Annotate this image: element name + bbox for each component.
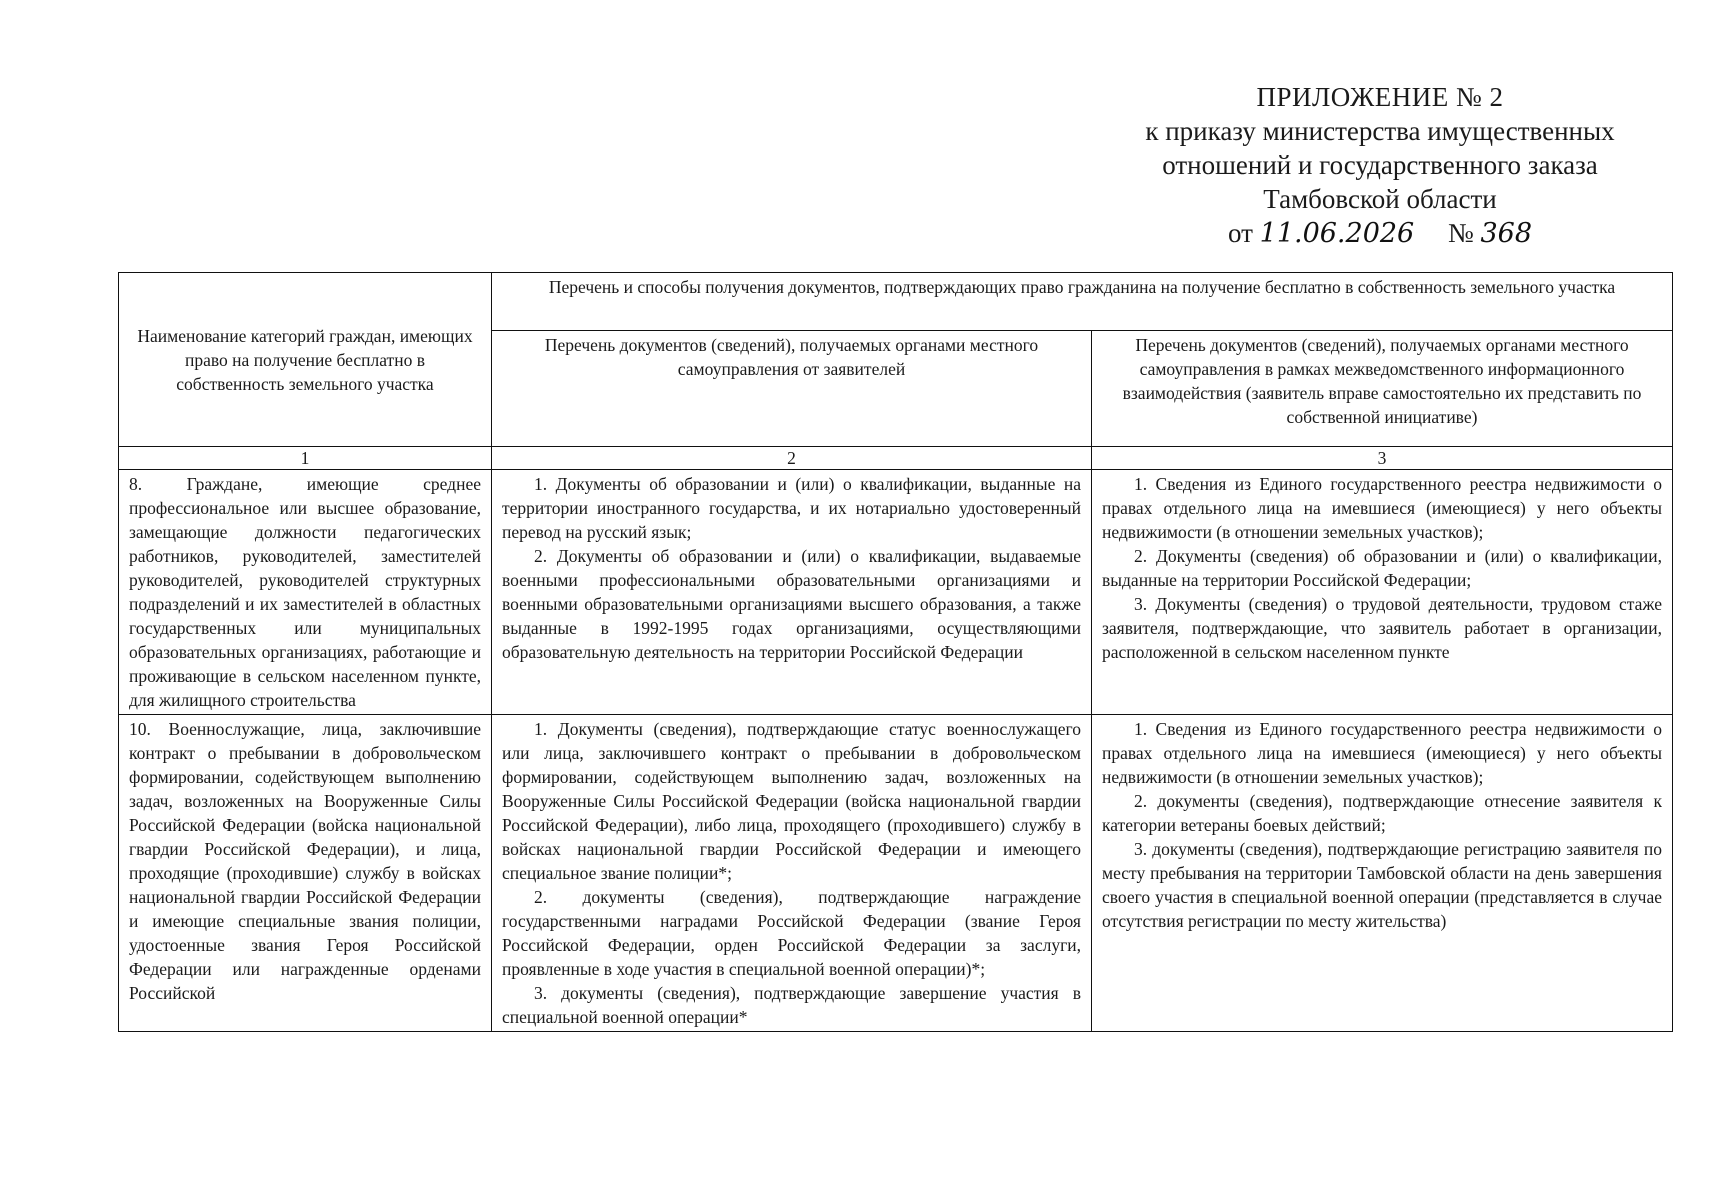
list-item: 2. документы (сведения), подтверждающие отнесение заявителя к категории ветераны боевых действий; [1102,791,1662,835]
list-item: 2. Документы об образовании и (или) о квалификации, выдаваемые военными профессиональными образовательными организациями и военными образовательными организациями высшего образования, а также выданные в 1992-1995 годах организациями, осуществляющими образовательную деятельность на территории Российской Федерации [502,546,1081,662]
category-cell [119,470,492,715]
col1-header: Наименование категорий граждан, имеющих право на получение бесплатно в собственность земельного участка [119,273,492,447]
documents-table [118,272,1673,1032]
col-number-1: 1 [119,447,492,470]
table-row [119,715,1673,1032]
handwritten-date: 11.06.2026 [1259,218,1415,249]
list-item: 3. Документы (сведения) о трудовой деятельности, трудовом стаже заявителя, подтверждающие, что заявитель работает в организации, расположенной в сельском населенном пункте [1102,594,1662,662]
category-text: 10. Военнослужащие, лица, заключившие контракт о пребывании в добровольческом формировании, содействующем выполнению задач, возложенных на Вооруженные Силы Российской Федерации (войска национальной гвардии Российской Федерации), и лица, проходящие (проходившие) службу в войсках национальной гвардии Российской Федерации и имеющие специальные звания полиции, удостоенные звания Героя Российской Федерации или награжденные орденами Российской [129,719,481,1003]
group-header: Перечень и способы получения документов, подтверждающих право гражданина на получение бесплатно в собственность земельного участка [492,273,1673,331]
table-row [119,470,1673,715]
col3-header: Перечень документов (сведений), получаемых органами местного самоуправления в рамках межведомственного информационного взаимодействия (заявитель вправе самостоятельно их представить по собственной инициативе) [1092,331,1673,447]
col-number-3: 3 [1092,447,1673,470]
applicant-docs-cell [492,470,1092,715]
list-item: 2. документы (сведения), подтверждающие награждение государственными наградами Российской Федерации (звание Героя Российской Федерации, орден Российской Федерации за заслуги, проявленные в ходе участия в специальной военной операции)*; [502,887,1081,979]
appendix-line-3: Тамбовской области [1263,184,1497,214]
list-item: 1. Документы (сведения), подтверждающие статус военнослужащего или лица, заключившего контракт о пребывании в добровольческом формировании, содействующем выполнению задач, возложенных на Вооруженные Силы Российской Федерации (войска национальной гвардии Российской Федерации), либо лица, проходящего (проходившего) службу в войсках национальной гвардии Российской Федерации и имеющего специальное звание полиции*; [502,719,1081,883]
col-number-2: 2 [492,447,1092,470]
handwritten-number: 368 [1480,218,1533,249]
column-numbers-row [119,447,1673,470]
list-item: 2. Документы (сведения) об образовании и (или) о квалификации, выданные на территории Российской Федерации; [1102,546,1662,590]
order-reference [1100,216,1660,251]
list-item: 1. Документы об образовании и (или) о квалификации, выданные на территории иностранного государства, и их нотариально удостоверенный перевод на русский язык; [502,474,1081,542]
appendix-line-2: отношений и государственного заказа [1162,150,1598,180]
date-prefix: от [1227,218,1253,248]
col2-header: Перечень документов (сведений), получаемых органами местного самоуправления от заявителей [492,331,1092,447]
category-text: 8. Граждане, имеющие среднее профессиональное или высшее образование, замещающие должности педагогических работников, руководителей, заместителей руководителей, руководителей структурных подразделений и их заместителей в областных государственных или муниципальных образовательных организациях, работающие и проживающие в сельском населенном пункте, для жилищного строительства [129,474,481,710]
table-header-row [119,273,1673,331]
interagency-docs-cell [1092,715,1673,1032]
list-item: 3. документы (сведения), подтверждающие регистрацию заявителя по месту пребывания на территории Тамбовской области на день завершения своего участия в специальной военной операции (представляется в случае отсутствия регистрации по месту жительства) [1102,839,1662,931]
appendix-header [1100,80,1660,251]
category-cell [119,715,492,1032]
list-item: 3. документы (сведения), подтверждающие завершение участия в специальной военной операции* [502,983,1081,1027]
number-prefix: № [1447,218,1474,248]
list-item: 1. Сведения из Единого государственного реестра недвижимости о правах отдельного лица на имевшиеся (имеющиеся) у него объекты недвижимости (в отношении земельных участков); [1102,719,1662,787]
interagency-docs-cell [1092,470,1673,715]
appendix-title: ПРИЛОЖЕНИЕ № 2 [1256,82,1504,112]
applicant-docs-cell [492,715,1092,1032]
list-item: 1. Сведения из Единого государственного реестра недвижимости о правах отдельного лица на имевшиеся (имеющиеся) у него объекты недвижимости (в отношении земельных участков); [1102,474,1662,542]
appendix-line-1: к приказу министерства имущественных [1145,116,1615,146]
